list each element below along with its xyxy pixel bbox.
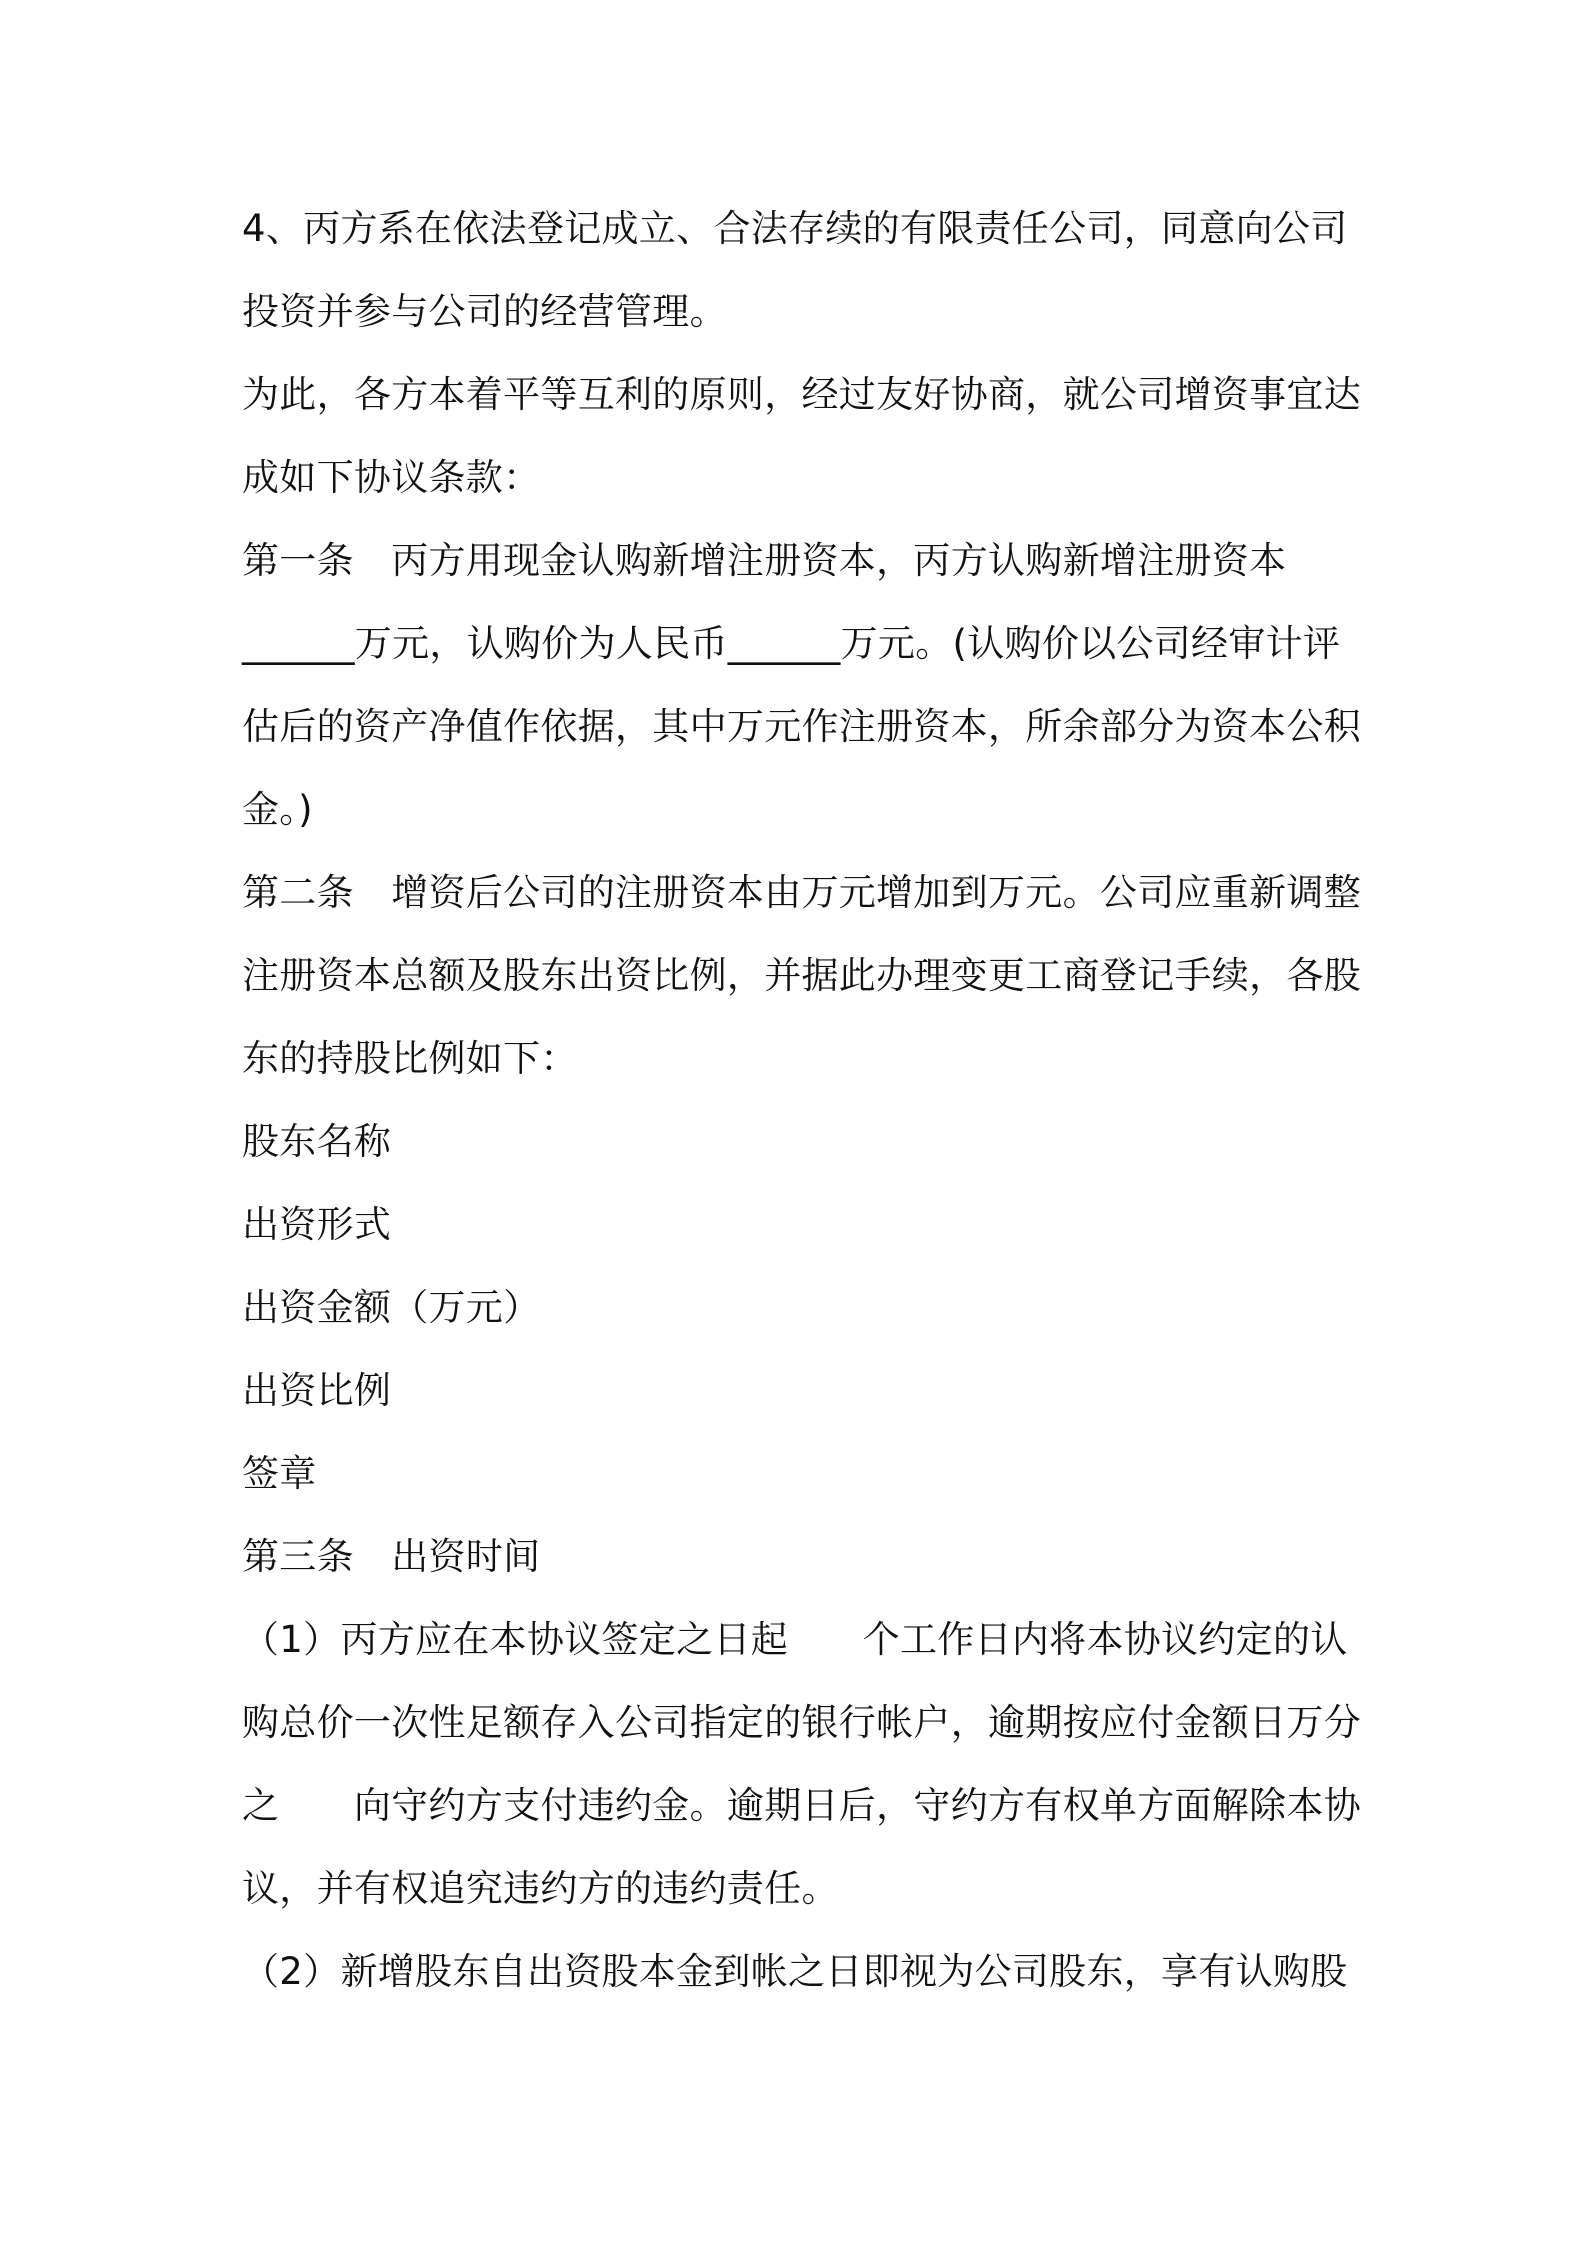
article-3-heading: 第三条 出资时间	[242, 1535, 541, 1578]
table-field-contribution-amount: 出资金额（万元）	[242, 1286, 541, 1329]
table-field-signature: 签章	[242, 1452, 317, 1495]
article-1-heading: 第一条 丙方用现金认购新增注册资本，丙方认购新增注册资本	[242, 539, 1287, 582]
text-line: 议，并有权追究违约方的违约责任。	[242, 1867, 839, 1910]
table-field-contribution-ratio: 出资比例	[242, 1369, 392, 1412]
text-line: 东的持股比例如下：	[242, 1037, 578, 1080]
text-line: 购总价一次性足额存入公司指定的银行帐户，逾期按应付金额日万分	[242, 1701, 1361, 1744]
text-line: （1）丙方应在本协议签定之日起 个工作日内将本协议约定的认	[242, 1618, 1348, 1661]
table-field-shareholder-name: 股东名称	[242, 1120, 392, 1163]
text-line: ______万元，认购价为人民币______万元。(认购价以公司经审计评	[242, 622, 1341, 665]
text-line: （2）新增股东自出资股本金到帐之日即视为公司股东，享有认购股	[242, 1950, 1348, 1993]
text-line: 4、丙方系在依法登记成立、合法存续的有限责任公司，同意向公司	[242, 207, 1348, 250]
text-line: 之 向守约方支付违约金。逾期日后，守约方有权单方面解除本协	[242, 1784, 1361, 1827]
text-line: 为此，各方本着平等互利的原则，经过友好协商，就公司增资事宜达	[242, 373, 1361, 416]
text-line: 投资并参与公司的经营管理。	[242, 290, 727, 333]
article-2-heading: 第二条 增资后公司的注册资本由万元增加到万元。公司应重新调整	[242, 871, 1361, 914]
table-field-contribution-form: 出资形式	[242, 1203, 392, 1246]
text-line: 注册资本总额及股东出资比例，并据此办理变更工商登记手续，各股	[242, 954, 1361, 997]
text-line: 成如下协议条款：	[242, 456, 541, 499]
text-line: 估后的资产净值作依据，其中万元作注册资本，所余部分为资本公积	[242, 705, 1361, 748]
text-line: 金。)	[242, 788, 313, 831]
